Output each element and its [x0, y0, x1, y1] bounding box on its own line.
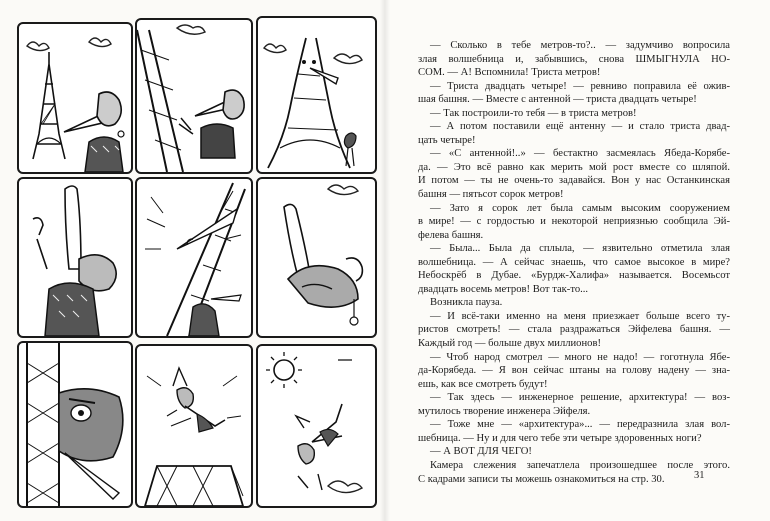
comic-panel-7 [17, 341, 133, 508]
text-line: да-Корябеда. — Я вон сейчас штаны на голову надену — зна- [418, 365, 730, 377]
text-line: — А потом поставили ещё антенну — и стало триста двад- [430, 121, 730, 133]
text-line: — Тоже мне — «архитектура»... — передразнила злая вол- [430, 419, 730, 431]
text-line: Возникла пауза. [430, 297, 503, 309]
text-line: — Чтоб народ смотрел — много не надо! — гоготнула Ябе- [430, 351, 730, 363]
witch-flying-with-sun-drawing [258, 346, 375, 506]
witch-kicked-drawing [137, 346, 251, 506]
text-line: волшебница. — А сейчас знаешь, что самое высокое в мире? [418, 256, 730, 268]
text-line: — Так здесь — инженерное решение, архитектура! — воз- [430, 392, 730, 404]
witch-laughing-drawing [258, 179, 375, 336]
text-line: цать четыре! [418, 134, 476, 146]
text-line: Небоскрёб в Дубае. «Бурдж-Халифа» называется. Восемьсот [418, 270, 730, 282]
text-line: И потом — ты не очень-то задавайся. Вон у нас Останкинская [418, 175, 730, 187]
text-line: — И всё-таки именно на меня приезжает больше всего ту- [430, 310, 730, 322]
comic-panel-9 [256, 344, 377, 508]
tower-closeup-angry-drawing [19, 343, 131, 506]
text-line: шебница. — Ну и для чего тебе эти четыре здоровенных ноги? [418, 432, 702, 444]
text-line: фелева башня. [418, 229, 484, 241]
text-line: ешь, как все смотреть будут! [418, 378, 548, 390]
page-number: 31 [694, 470, 705, 481]
eiffel-tower-and-witch-drawing [19, 24, 131, 172]
story-text [418, 39, 730, 486]
witch-pointing-drawing [19, 179, 131, 336]
comic-panel-2 [135, 18, 253, 174]
text-line: в мире! — с гордостью и некоторой неприязнью сообщила Эй- [418, 216, 730, 228]
text-line: да. — Это всё равно как мерить мой рост вместе со шляпой. [418, 161, 730, 173]
text-line: Камера слежения запечатлела произошедшее после этого. [430, 459, 730, 471]
tower-face-closeup-drawing [137, 179, 251, 336]
comic-panel-5 [135, 177, 253, 338]
text-line: злая волшебница и, забывшись, снова ШМЫГНУЛА НО- [418, 53, 730, 65]
text-line: двадцать восемь метров! Вот так-то... [418, 283, 589, 295]
text-line: башня — пятьсот сорок метров! [418, 189, 564, 201]
comic-panel-4 [17, 177, 133, 338]
text-line: — Зато я сорок лет была самым высоким сооружением [430, 202, 730, 214]
spine-gutter [380, 0, 390, 521]
tower-leg-and-witch-drawing [137, 20, 251, 172]
text-line: ристов смотреть! — стала раздражаться Эйфелева башня. — [418, 324, 730, 336]
text-line: С кадрами записи ты можешь ознакомиться на стр. 30. [418, 473, 665, 485]
text-line: — Так построили-то тебя — в триста метров! [430, 107, 637, 119]
comic-panel-8 [135, 344, 253, 508]
text-line: — Была... Была да сплыла, — язвительно отметила злая [430, 243, 730, 255]
text-line: — А ВОТ ДЛЯ ЧЕГО! [430, 446, 532, 458]
text-line: шая башня. — Вместе с антенной — триста двадцать четыре! [418, 94, 697, 106]
text-line: Каждый год — больше двух миллионов! [418, 338, 601, 350]
living-tower-with-face-drawing [258, 18, 375, 172]
text-line: СОМ. — А! Вспомнила! Триста метров! [418, 67, 601, 79]
comic-panel-3 [256, 16, 377, 174]
text-line: мутилось творение инженера Эйфеля. [418, 405, 591, 417]
comic-panel-1 [17, 22, 133, 174]
text-line: — Сколько в тебе метров-то?.. — задумчиво вопросила [430, 40, 730, 51]
text-line: — Триста двадцать четыре! — ревниво поправила её ожив- [430, 80, 730, 92]
text-line: — «С антенной!..» — бестактно засмеялась Ябеда-Корябе- [430, 148, 730, 160]
comic-panel-6 [256, 177, 377, 338]
